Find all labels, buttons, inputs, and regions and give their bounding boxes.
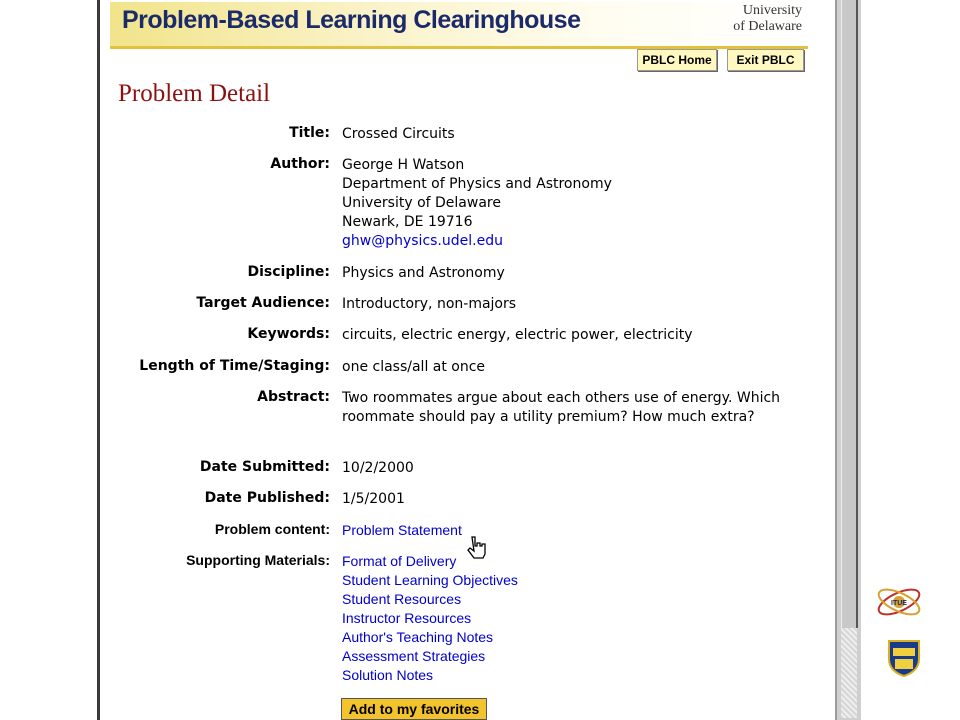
scrollbar-thumb[interactable] (841, 628, 857, 718)
problem-content-label: Problem content: (214, 521, 330, 537)
title-label: Title: (289, 125, 330, 141)
author-institution: University of Delaware (342, 195, 501, 211)
date-published-value: 1/5/2001 (342, 491, 405, 507)
date-submitted-value: 10/2/2000 (342, 460, 414, 476)
add-to-favorites-button[interactable]: Add to my favorites (341, 698, 487, 720)
abstract-value: Two roommates argue about each others use of energy. Which roommate should pay a utility premium? How much extra? (342, 390, 781, 425)
student-resources-link[interactable]: Student Resources (342, 591, 462, 607)
authors-teaching-notes-link[interactable]: Author's Teaching Notes (342, 629, 494, 645)
abstract-label: Abstract: (257, 389, 330, 405)
vertical-scrollbar[interactable] (835, 0, 861, 720)
title-value: Crossed Circuits (342, 126, 455, 142)
svg-text:ITUE: ITUE (891, 600, 907, 607)
author-block (342, 156, 612, 251)
target-audience-label: Target Audience: (196, 295, 330, 311)
author-city: Newark, DE 19716 (342, 214, 473, 230)
author-name: George H Watson (342, 157, 465, 173)
supporting-materials-list (342, 552, 518, 685)
pblc-home-button[interactable]: PBLC Home (637, 49, 717, 71)
scrollbar-track[interactable] (841, 0, 858, 628)
discipline-label: Discipline: (247, 264, 330, 280)
date-submitted-label: Date Submitted: (199, 459, 330, 475)
university-line-2: of Delaware (733, 19, 802, 34)
solution-notes-link[interactable]: Solution Notes (342, 667, 434, 683)
page-title: Problem Detail (118, 80, 271, 107)
format-of-delivery-link[interactable]: Format of Delivery (342, 553, 457, 569)
site-banner (110, 2, 808, 49)
problem-content-block (342, 521, 462, 540)
discipline-value: Physics and Astronomy (342, 265, 505, 281)
supporting-materials-label: Supporting Materials: (186, 552, 330, 568)
author-label: Author: (270, 156, 330, 172)
date-published-label: Date Published: (204, 490, 330, 506)
author-email-link[interactable]: ghw@physics.udel.edu (342, 233, 503, 249)
keywords-value: circuits, electric energy, electric power, electricity (342, 327, 693, 343)
university-logo-text (733, 3, 802, 35)
window-left-border (97, 0, 100, 720)
length-value: one class/all at once (342, 359, 486, 375)
author-department: Department of Physics and Astronomy (342, 176, 612, 192)
university-line-1: University (742, 3, 802, 18)
university-crest-icon (886, 638, 922, 682)
hand-pointer-cursor-icon (466, 536, 488, 564)
student-learning-objectives-link[interactable]: Student Learning Objectives (342, 572, 518, 588)
itue-logo-icon (874, 582, 924, 626)
problem-statement-link[interactable]: Problem Statement (342, 522, 462, 538)
length-label: Length of Time/Staging: (139, 358, 330, 374)
exit-pblc-button[interactable]: Exit PBLC (727, 49, 804, 71)
instructor-resources-link[interactable]: Instructor Resources (342, 610, 472, 626)
site-title: Problem-Based Learning Clearinghouse (122, 6, 581, 34)
keywords-label: Keywords: (247, 326, 330, 342)
assessment-strategies-link[interactable]: Assessment Strategies (342, 648, 486, 664)
target-audience-value: Introductory, non-majors (342, 296, 517, 312)
